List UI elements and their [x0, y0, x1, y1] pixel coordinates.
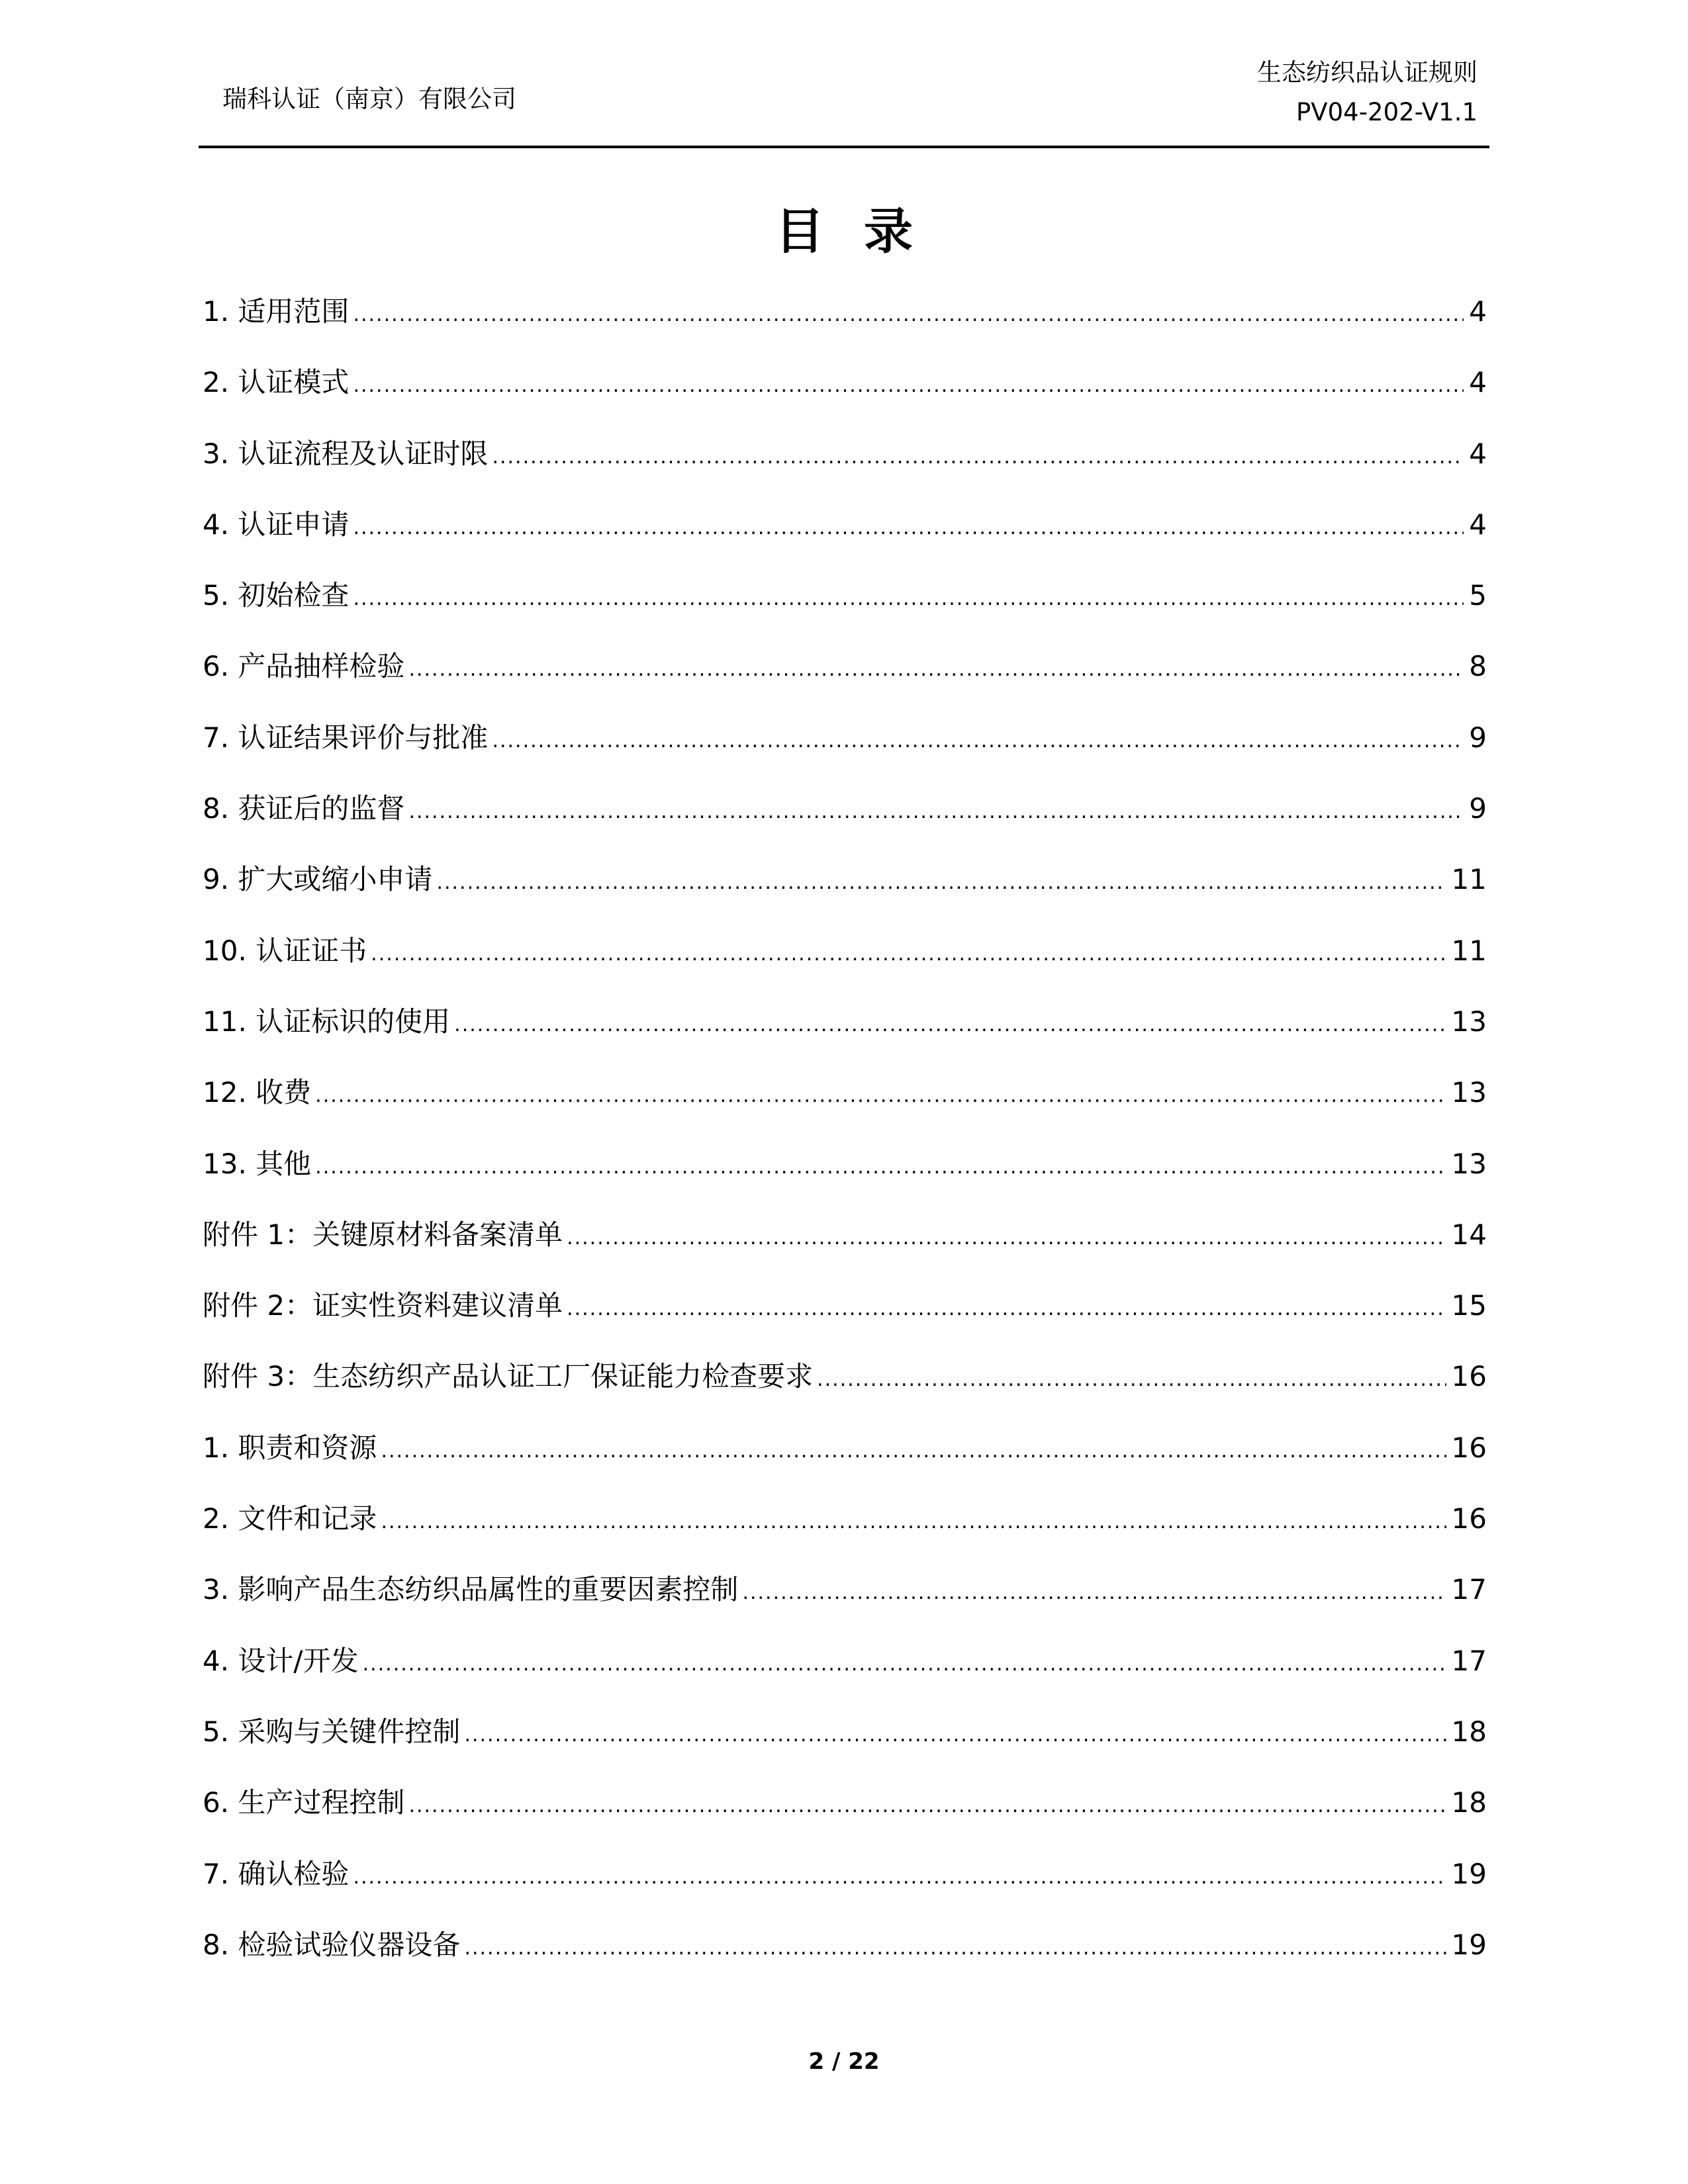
toc-entry-label: 4. 设计/开发 [203, 1644, 359, 1677]
toc-dot-leader [353, 578, 1464, 619]
toc-dot-leader [381, 1431, 1446, 1472]
toc-dot-leader [353, 365, 1464, 406]
document-title: 生态纺织品认证规则 [1257, 58, 1477, 87]
toc-entry-page: 18 [1451, 1786, 1487, 1819]
toc-entry-page: 4 [1469, 437, 1487, 470]
toc-entry-page: 16 [1451, 1431, 1487, 1464]
toc-entry[interactable] [203, 1001, 1487, 1072]
page-current: 2 [808, 2048, 825, 2075]
document-code: PV04-202-V1.1 [1295, 98, 1477, 126]
toc-entry-page: 4 [1469, 295, 1487, 328]
toc-entry-label: 附件 1：关键原材料备案清单 [203, 1218, 563, 1251]
page-header [199, 53, 1489, 148]
toc-entry[interactable] [203, 1356, 1487, 1427]
toc-dot-leader [353, 1857, 1446, 1898]
toc-entry-label: 12. 收费 [203, 1076, 312, 1109]
company-name: 瑞科认证（南京）有限公司 [222, 85, 516, 113]
toc-entry[interactable] [203, 931, 1487, 1001]
toc-dot-leader [371, 934, 1446, 975]
toc-entry-page: 13 [1451, 1005, 1487, 1038]
toc-entry[interactable] [203, 717, 1487, 788]
toc-entry-page: 9 [1469, 792, 1487, 825]
toc-entry-label: 3. 影响产品生态纺织品属性的重要因素控制 [203, 1573, 739, 1606]
toc-entry[interactable] [203, 1144, 1487, 1214]
toc-dot-leader [492, 721, 1464, 762]
toc-entry[interactable] [203, 1428, 1487, 1498]
toc-dot-leader [817, 1359, 1446, 1400]
toc-entry-page: 13 [1451, 1147, 1487, 1180]
toc-entry[interactable] [203, 1854, 1487, 1925]
toc-entry-page: 14 [1451, 1218, 1487, 1251]
toc-entry-label: 9. 扩大或缩小申请 [203, 863, 433, 896]
toc-dot-leader [408, 1786, 1446, 1827]
toc-entry-page: 8 [1469, 650, 1487, 683]
toc-entry-label: 4. 认证申请 [203, 508, 350, 541]
toc-entry-page: 19 [1451, 1857, 1487, 1890]
toc-entry-page: 15 [1451, 1289, 1487, 1322]
toc-dot-leader [353, 295, 1464, 336]
document-info [1257, 53, 1477, 132]
toc-entry[interactable] [203, 859, 1487, 930]
toc-entry-page: 4 [1469, 508, 1487, 541]
toc-dot-leader [381, 1502, 1446, 1543]
toc-entry-label: 2. 文件和记录 [203, 1502, 377, 1535]
toc-entry-page: 9 [1469, 721, 1487, 754]
toc-dot-leader [315, 1075, 1446, 1116]
toc-entry-label: 7. 确认检验 [203, 1857, 350, 1890]
toc-dot-leader [567, 1289, 1446, 1330]
toc-entry[interactable] [203, 1641, 1487, 1711]
toc-dot-leader [464, 1715, 1446, 1756]
toc-entry[interactable] [203, 1214, 1487, 1285]
toc-entry-page: 5 [1469, 579, 1487, 612]
toc-entry[interactable] [203, 1925, 1487, 1995]
toc-entry-label: 13. 其他 [203, 1147, 312, 1180]
toc-entry-label: 5. 初始检查 [203, 579, 350, 612]
toc-dot-leader [742, 1572, 1446, 1614]
toc-entry-label: 11. 认证标识的使用 [203, 1005, 451, 1038]
toc-entry-page: 17 [1451, 1573, 1487, 1606]
table-of-contents [203, 291, 1487, 1995]
toc-entry[interactable] [203, 1782, 1487, 1853]
toc-entry[interactable] [203, 433, 1487, 504]
toc-entry-page: 17 [1451, 1644, 1487, 1677]
page-title: 目录 [775, 203, 953, 260]
page-number [0, 2045, 1688, 2078]
toc-dot-leader [464, 1928, 1446, 1969]
toc-dot-leader [315, 1147, 1446, 1188]
toc-entry-label: 2. 认证模式 [203, 366, 350, 399]
toc-entry-page: 11 [1451, 863, 1487, 896]
page-separator: / [824, 2048, 849, 2075]
toc-entry-label: 1. 适用范围 [203, 295, 350, 328]
toc-entry[interactable] [203, 362, 1487, 433]
toc-entry-page: 13 [1451, 1076, 1487, 1109]
toc-entry[interactable] [203, 1711, 1487, 1782]
toc-entry-label: 1. 职责和资源 [203, 1431, 377, 1464]
toc-entry[interactable] [203, 1285, 1487, 1356]
toc-dot-leader [436, 862, 1446, 903]
toc-entry-page: 19 [1451, 1928, 1487, 1961]
toc-entry[interactable] [203, 291, 1487, 362]
toc-dot-leader [454, 1005, 1446, 1046]
toc-entry-page: 18 [1451, 1715, 1487, 1748]
toc-entry-page: 11 [1451, 934, 1487, 967]
toc-entry-page: 16 [1451, 1360, 1487, 1393]
toc-dot-leader [363, 1644, 1446, 1685]
toc-entry-label: 10. 认证证书 [203, 934, 367, 967]
toc-entry[interactable] [203, 788, 1487, 859]
toc-dot-leader [408, 649, 1464, 690]
toc-entry[interactable] [203, 646, 1487, 717]
page-total: 22 [848, 2048, 880, 2075]
toc-entry-label: 3. 认证流程及认证时限 [203, 437, 489, 470]
toc-entry[interactable] [203, 1569, 1487, 1640]
toc-entry[interactable] [203, 504, 1487, 575]
toc-entry-label: 7. 认证结果评价与批准 [203, 721, 489, 754]
toc-entry-label: 8. 获证后的监督 [203, 792, 405, 825]
toc-entry[interactable] [203, 1498, 1487, 1569]
toc-entry-label: 附件 2：证实性资料建议清单 [203, 1289, 563, 1322]
toc-dot-leader [353, 508, 1464, 549]
toc-entry-label: 6. 产品抽样检验 [203, 650, 405, 683]
toc-entry-label: 8. 检验试验仪器设备 [203, 1928, 461, 1961]
toc-entry-label: 6. 生产过程控制 [203, 1786, 405, 1819]
toc-entry-page: 16 [1451, 1502, 1487, 1535]
toc-entry-label: 附件 3：生态纺织产品认证工厂保证能力检查要求 [203, 1360, 814, 1393]
toc-dot-leader [492, 437, 1464, 478]
toc-entry-page: 4 [1469, 366, 1487, 399]
toc-dot-leader [567, 1218, 1446, 1259]
toc-entry-label: 5. 采购与关键件控制 [203, 1715, 461, 1748]
toc-entry[interactable] [203, 1072, 1487, 1143]
toc-entry[interactable] [203, 575, 1487, 646]
toc-dot-leader [408, 792, 1464, 833]
